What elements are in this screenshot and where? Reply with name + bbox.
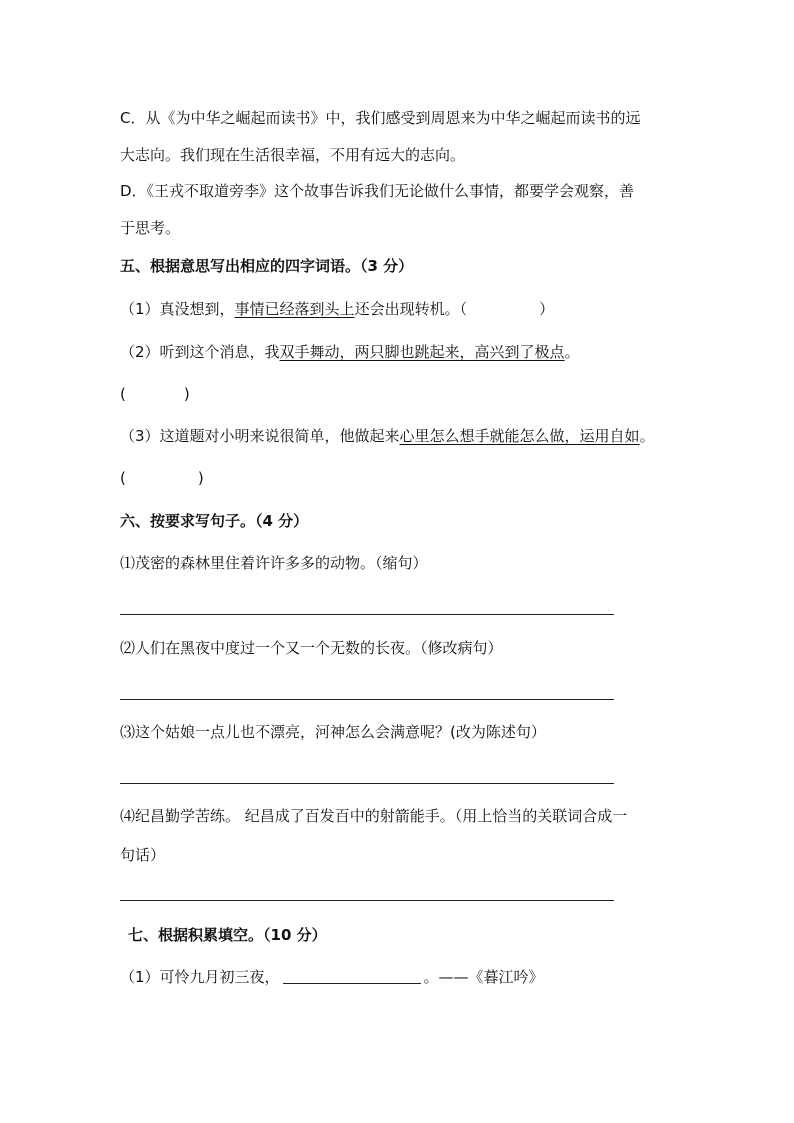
q3-underlined-phrase: 心里怎么想手就能怎么做，运用自如 [399, 427, 640, 445]
q3-open-paren: ( [120, 469, 126, 487]
section-7-question-1 [120, 967, 544, 987]
q1-underlined-phrase: 事情已经落到头上 [234, 300, 355, 318]
q2-underlined-phrase: 双手舞动，两只脚也跳起来，高兴到了极点 [279, 343, 565, 361]
section-5-question-1 [120, 299, 554, 319]
q3-close-paren: ) [197, 469, 204, 487]
q3-suffix: 。 [639, 427, 655, 445]
poem-suffix: 。——《暮江吟》 [423, 968, 544, 986]
q2-open-paren: ( [120, 385, 126, 403]
q3-answer-parens [120, 468, 204, 488]
option-c-line-2: 大志向。我们现在生活很幸福，不用有远大的志向。 [120, 146, 466, 164]
section-6-question-4-line-2: 句话） [120, 846, 166, 864]
section-7-title: 七、根据积累填空。（10 分） [128, 926, 327, 944]
section-5-question-2 [120, 342, 580, 362]
q2-close-paren: ) [183, 385, 190, 403]
answer-line-2[interactable] [120, 699, 614, 700]
section-6-question-2: ⑵人们在黑夜中度过一个又一个无数的长夜。（修改病句） [120, 639, 503, 657]
section-6-question-3: ⑶这个姑娘一点儿也不漂亮，河神怎么会满意呢？(改为陈述句） [120, 723, 546, 741]
option-c-line-1: C．从《为中华之崛起而读书》中，我们感受到周恩来为中华之崛起而读书的远 [120, 109, 641, 127]
section-6-question-4-line-1: ⑷纪昌勤学苦练。 纪昌成了百发百中的射箭能手。（用上恰当的关联词合成一 [120, 807, 628, 825]
q2-prefix: （2）听到这个消息，我 [120, 343, 280, 361]
section-6-title: 六、按要求写句子。（4 分） [120, 512, 309, 530]
q2-answer-parens [120, 384, 190, 404]
option-d-line-1: D．《王戎不取道旁李》这个故事告诉我们无论做什么事情，都要学会观察，善 [120, 182, 635, 200]
section-5-title: 五、根据意思写出相应的四字词语。（3 分） [120, 257, 414, 275]
q1-suffix: 还会出现转机。（ [354, 300, 468, 318]
q2-suffix: 。 [564, 343, 580, 361]
option-d-line-2: 于思考。 [120, 219, 181, 237]
poem-fill-blank[interactable] [283, 968, 421, 984]
q1-prefix: （1）真没想到， [120, 300, 235, 318]
section-6-question-1: ⑴茂密的森林里住着许许多多的动物。（缩句） [120, 554, 428, 572]
q1-close-paren: ） [539, 300, 555, 318]
answer-line-4[interactable] [120, 900, 614, 901]
answer-line-3[interactable] [120, 783, 614, 784]
q3-prefix: （3）这道题对小明来说很简单，他做起来 [120, 427, 400, 445]
poem-prefix: （1）可怜九月初三夜， [120, 968, 280, 986]
answer-line-1[interactable] [120, 614, 614, 615]
section-5-question-3 [120, 426, 655, 446]
